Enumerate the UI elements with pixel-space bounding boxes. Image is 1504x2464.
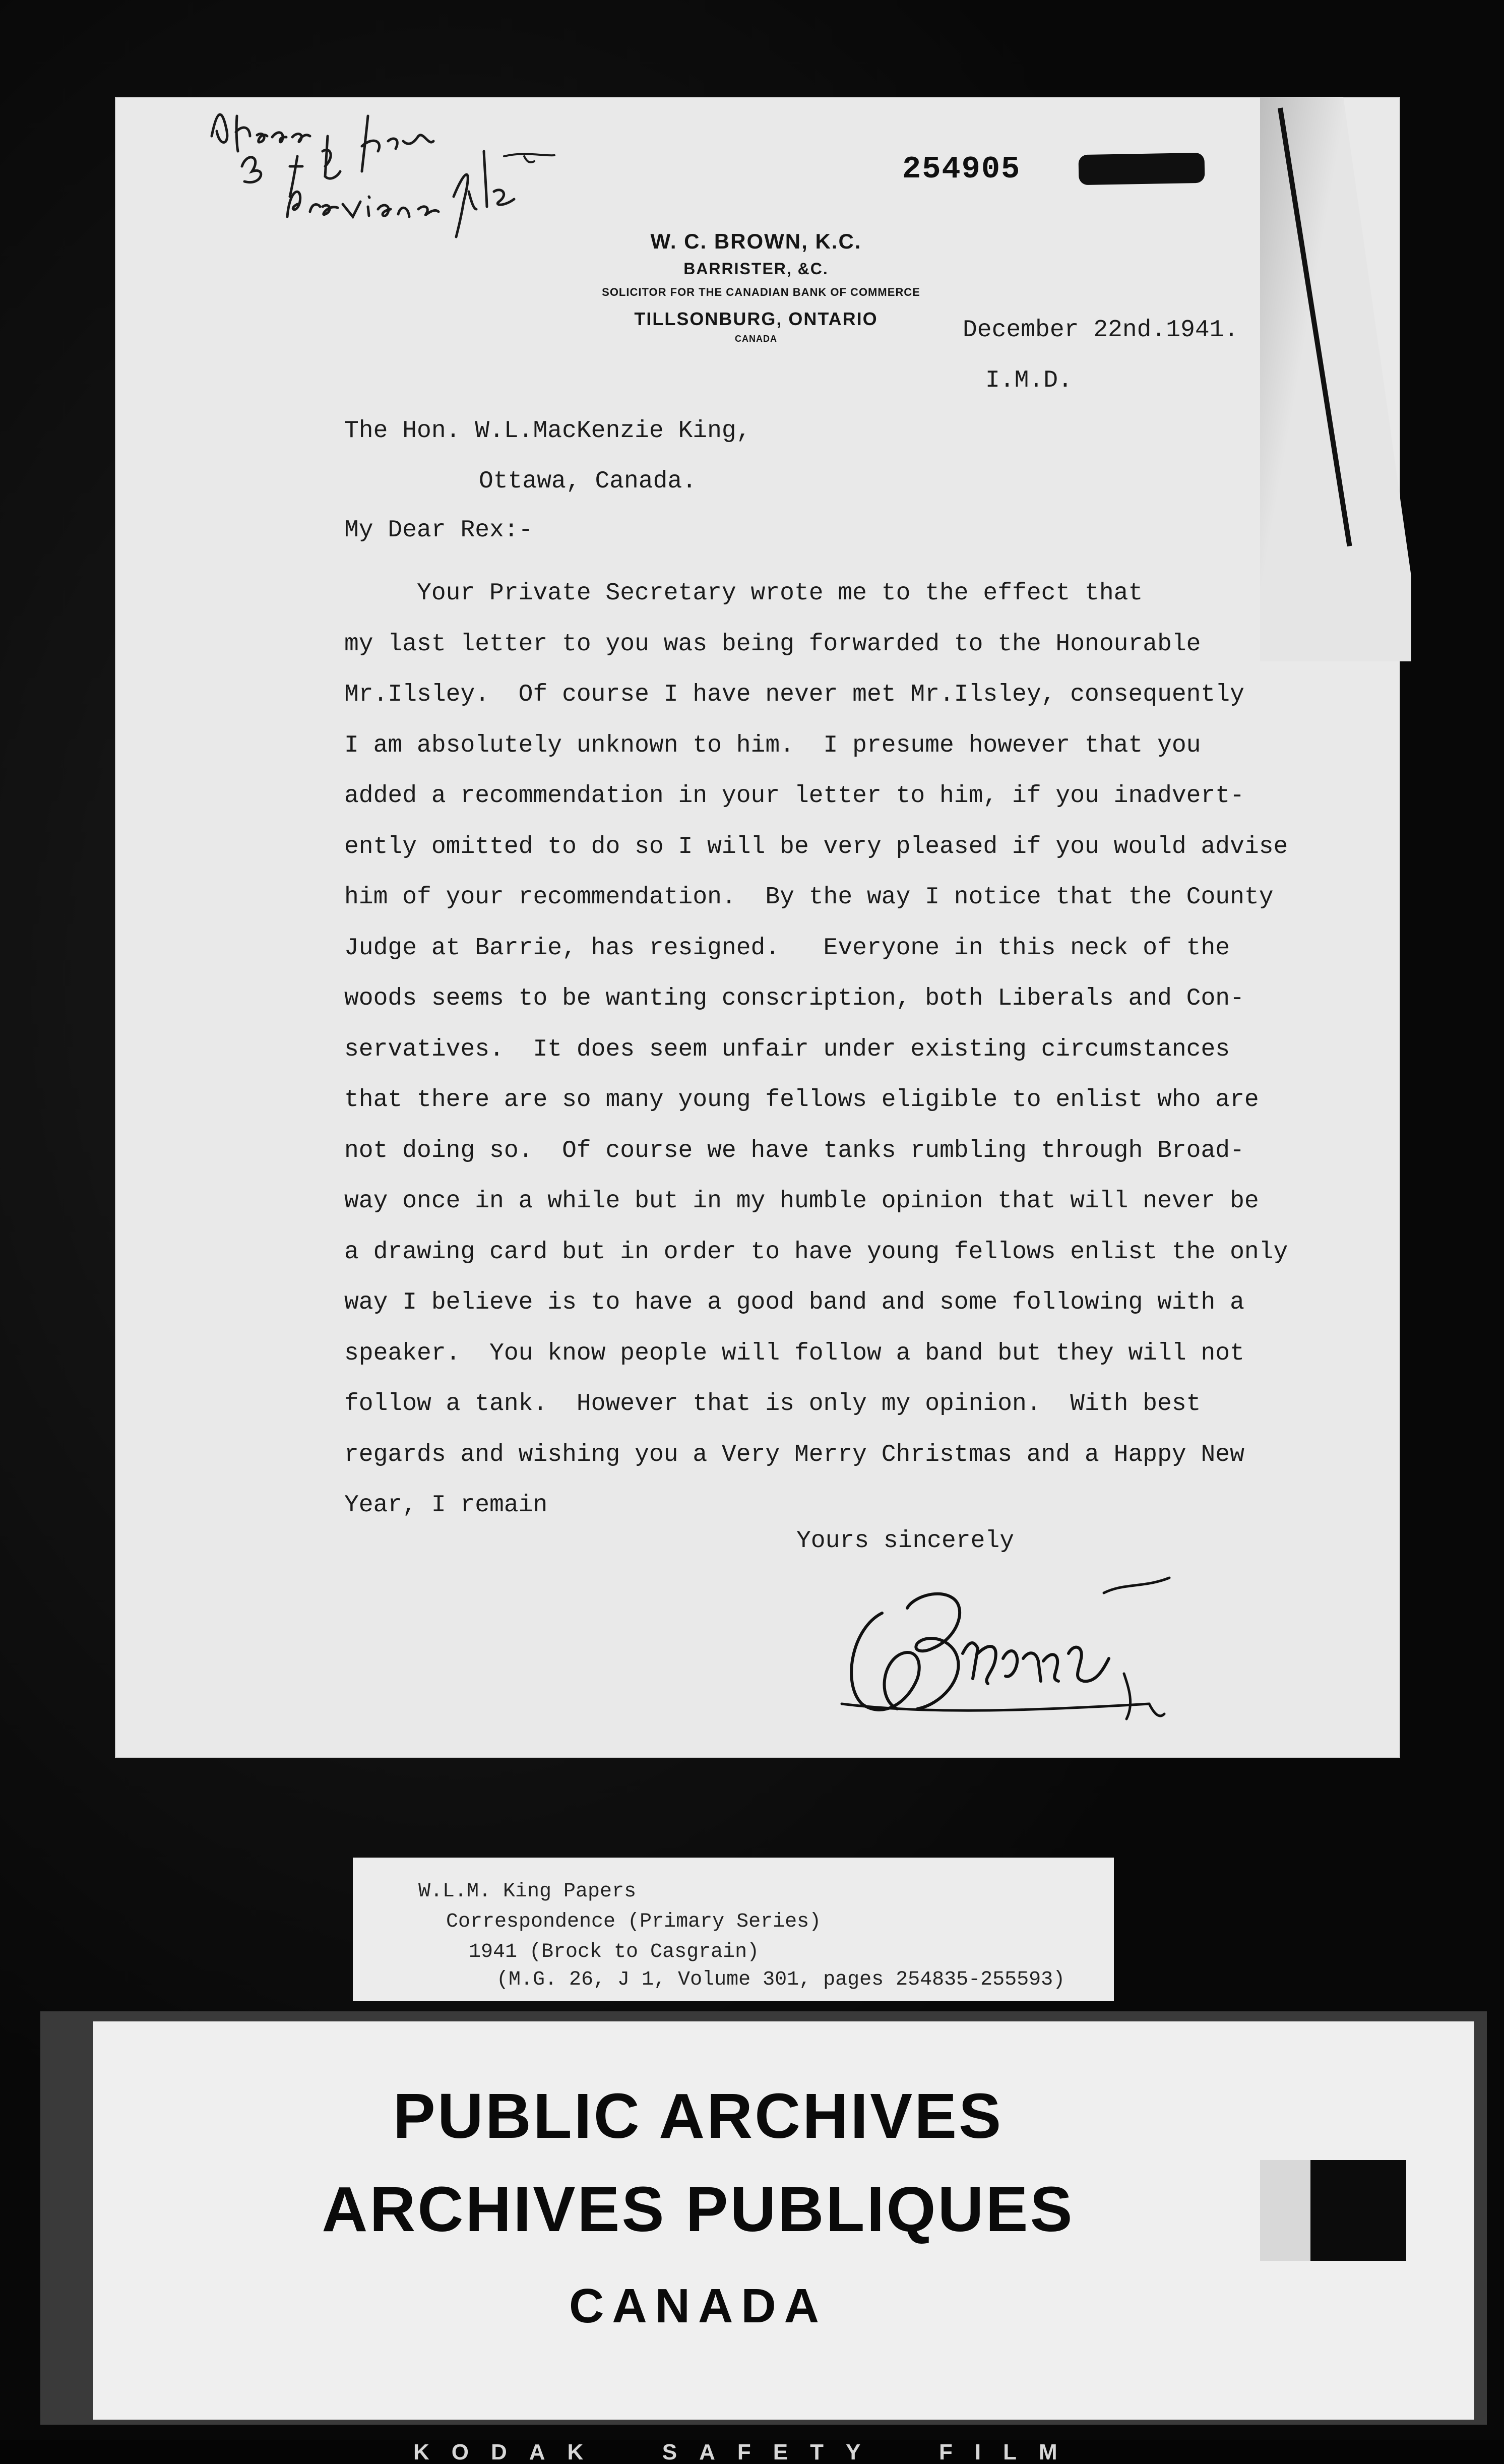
salutation: My Dear Rex:- — [344, 517, 533, 544]
letter-reference: I.M.D. — [985, 367, 1073, 394]
body-line: a drawing card but in order to have young fellows enlist the only — [344, 1238, 1288, 1266]
body-line: servatives. It does seem unfair under existing circumstances — [344, 1035, 1230, 1063]
document-number: 254905 — [902, 151, 1021, 187]
body-line: regards and wishing you a Very Merry Christmas and a Happy New — [344, 1441, 1244, 1468]
body-line: that there are so many young fellows eligible to enlist who are — [344, 1086, 1259, 1114]
handwritten-note-image — [202, 101, 615, 262]
signature-image — [822, 1553, 1184, 1744]
closing: Yours sincerely — [796, 1527, 1015, 1555]
card-black-mark — [1310, 2160, 1406, 2261]
body-line: Year, I remain — [344, 1492, 548, 1519]
letter-body — [344, 568, 1332, 1531]
letterhead-solicitor: SOLICITOR FOR THE CANADIAN BANK OF COMMERCE — [602, 286, 920, 298]
body-line: not doing so. Of course we have tanks rumbling through Broad- — [344, 1137, 1244, 1164]
film-edge-text: KODAK SAFETY FILM — [413, 2440, 1080, 2464]
body-line: I am absolutely unknown to him. I presume however that you — [344, 731, 1201, 759]
struck-out-number — [1078, 153, 1205, 185]
body-line: woods seems to be wanting conscription, both Liberals and Con- — [344, 985, 1244, 1012]
archive-card-country: CANADA — [569, 2279, 827, 2333]
recipient-name: The Hon. W.L.MacKenzie King, — [344, 417, 751, 445]
film-edge — [0, 2440, 1504, 2464]
archive-card-title-en: PUBLIC ARCHIVES — [393, 2080, 1004, 2151]
archive-label-line: (M.G. 26, J 1, Volume 301, pages 254835-255593) — [496, 1968, 1066, 1991]
body-line: Mr.Ilsley. Of course I have never met Mr.Ilsley, consequently — [344, 681, 1244, 708]
body-line: him of your recommendation. By the way I notice that the County — [344, 884, 1274, 911]
body-line: speaker. You know people will follow a band but they will not — [344, 1339, 1244, 1367]
letter-date: December 22nd.1941. — [963, 317, 1239, 344]
body-line: follow a tank. However that is only my opinion. With best — [344, 1390, 1201, 1418]
body-line: way I believe is to have a good band and some following with a — [344, 1289, 1244, 1316]
archive-label-line: 1941 (Brock to Casgrain) — [469, 1941, 760, 1963]
letterhead-city: TILLSONBURG, ONTARIO — [634, 309, 878, 329]
archive-card-title-fr: ARCHIVES PUBLIQUES — [322, 2174, 1075, 2245]
body-line: my last letter to you was being forwarded to the Honourable — [344, 630, 1201, 658]
letterhead-profession: BARRISTER, &C. — [683, 260, 829, 278]
letterhead-country: CANADA — [735, 334, 777, 344]
body-line: ently omitted to do so I will be very pleased if you would advise — [344, 833, 1288, 860]
body-line: way once in a while but in my humble opinion that will never be — [344, 1188, 1259, 1215]
letterhead-name: W. C. BROWN, K.C. — [650, 229, 862, 253]
archive-label-line: Correspondence (Primary Series) — [446, 1911, 822, 1933]
recipient-city: Ottawa, Canada. — [479, 468, 697, 495]
body-line: Judge at Barrie, has resigned. Everyone in this neck of the — [344, 934, 1230, 962]
archive-label-line: W.L.M. King Papers — [418, 1880, 637, 1903]
body-line: added a recommendation in your letter to him, if you inadvert- — [344, 782, 1244, 810]
body-line: Your Private Secretary wrote me to the effect that — [344, 580, 1143, 607]
